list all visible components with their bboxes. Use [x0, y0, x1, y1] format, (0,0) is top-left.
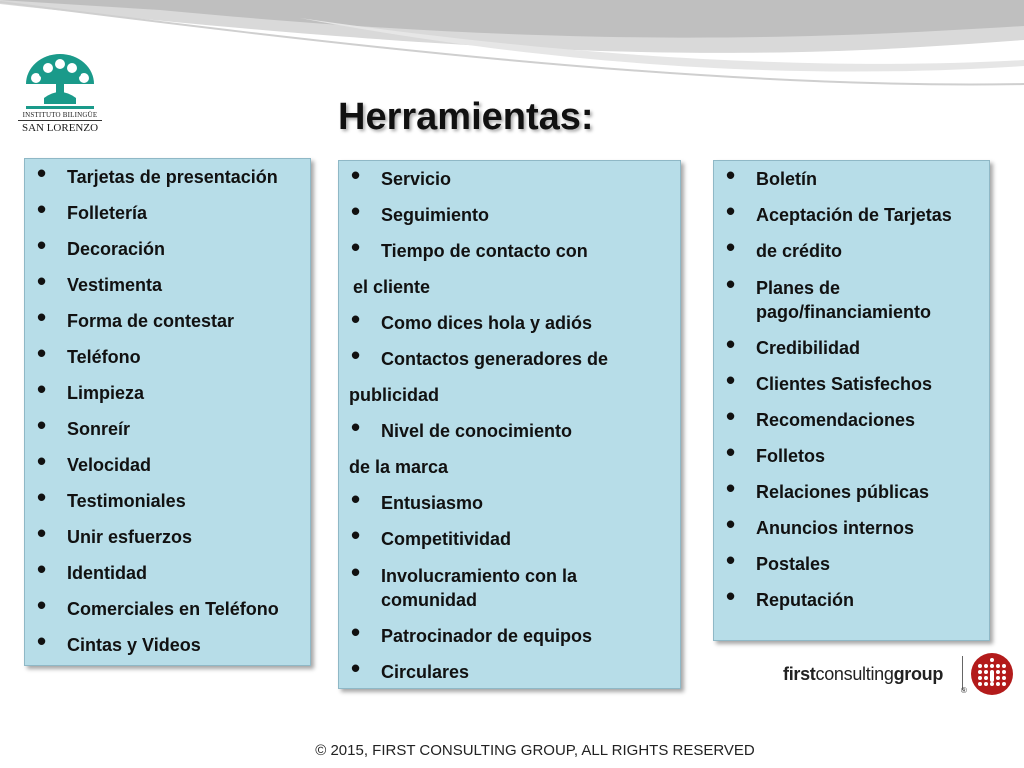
- tools-column-1: [24, 158, 311, 666]
- list-item-continuation: el cliente: [353, 277, 431, 297]
- list-item: • Credibilidad: [714, 337, 989, 360]
- dotted-circle-icon: [970, 652, 1014, 696]
- list-item: • Testimoniales: [25, 490, 310, 513]
- list-item: • Clientes Satisfechos: [714, 373, 989, 396]
- header-swoosh: [0, 0, 1024, 110]
- list-item: • Involucramiento con la comunidad: [339, 564, 641, 612]
- list-item: • Seguimiento: [339, 204, 680, 227]
- list-item: • Cintas y Videos: [25, 634, 310, 657]
- tools-column-2: [338, 160, 681, 689]
- tools-column-3: [713, 160, 990, 641]
- list-item: • Competitividad: [339, 528, 680, 551]
- list-item: • Vestimenta: [25, 274, 310, 297]
- list-item: • Reputación: [714, 589, 989, 612]
- list-item: • Anuncios internos: [714, 517, 989, 540]
- list-item: • de crédito: [714, 240, 989, 263]
- list-item: • Nivel de conocimiento: [339, 420, 680, 443]
- list-item: • Sonreír: [25, 418, 310, 441]
- list-item: • Recomendaciones: [714, 409, 989, 432]
- list-item: • Velocidad: [25, 454, 310, 477]
- list-item-continuation: de la marca: [349, 457, 449, 477]
- brand-wordmark: [783, 664, 943, 685]
- list-item: • Limpieza: [25, 382, 310, 405]
- list-item: • Planes de pago/financiamiento: [714, 276, 956, 324]
- list-item-continuation: publicidad: [349, 385, 439, 405]
- list-item: • Comerciales en Teléfono: [25, 598, 310, 621]
- list-item: • Unir esfuerzos: [25, 526, 310, 549]
- list-item: • Contactos generadores de: [339, 348, 680, 371]
- list-item: • Entusiasmo: [339, 492, 680, 515]
- list-item: • Forma de contestar: [25, 310, 310, 333]
- logo-line-1: INSTITUTO BILINGÜE: [22, 111, 98, 119]
- list-item: • Folletería: [25, 202, 310, 225]
- list-item: • Identidad: [25, 562, 310, 585]
- institute-logo: [18, 54, 102, 134]
- copyright-footer: © 2015, FIRST CONSULTING GROUP, ALL RIGHTS RESERVED: [315, 742, 755, 759]
- list-item: • Boletín: [714, 168, 989, 191]
- tree-icon: [22, 54, 98, 110]
- list-item: • Aceptación de Tarjetas: [714, 204, 989, 227]
- list-item: • Patrocinador de equipos: [339, 625, 680, 648]
- brand-divider: [962, 656, 963, 690]
- brand-consulting: consulting: [815, 664, 894, 684]
- list-item: • Relaciones públicas: [714, 481, 989, 504]
- logo-line-2: SAN LORENZO: [18, 120, 102, 134]
- list-item: • Tiempo de contacto con: [339, 240, 680, 263]
- slide-title: Herramientas:: [338, 96, 594, 138]
- list-item: • Folletos: [714, 445, 989, 468]
- brand-group: group: [893, 664, 944, 684]
- list-item: • Postales: [714, 553, 989, 576]
- list-item: • Como dices hola y adiós: [339, 312, 680, 335]
- list-item: • Decoración: [25, 238, 310, 261]
- brand-logo: [780, 650, 1020, 700]
- list-item: • Tarjetas de presentación: [25, 166, 310, 189]
- list-item: • Circulares: [339, 661, 680, 684]
- list-item: • Servicio: [339, 168, 680, 191]
- registered-mark: ®: [961, 686, 967, 695]
- list-item: • Teléfono: [25, 346, 310, 369]
- brand-first: first: [783, 664, 816, 684]
